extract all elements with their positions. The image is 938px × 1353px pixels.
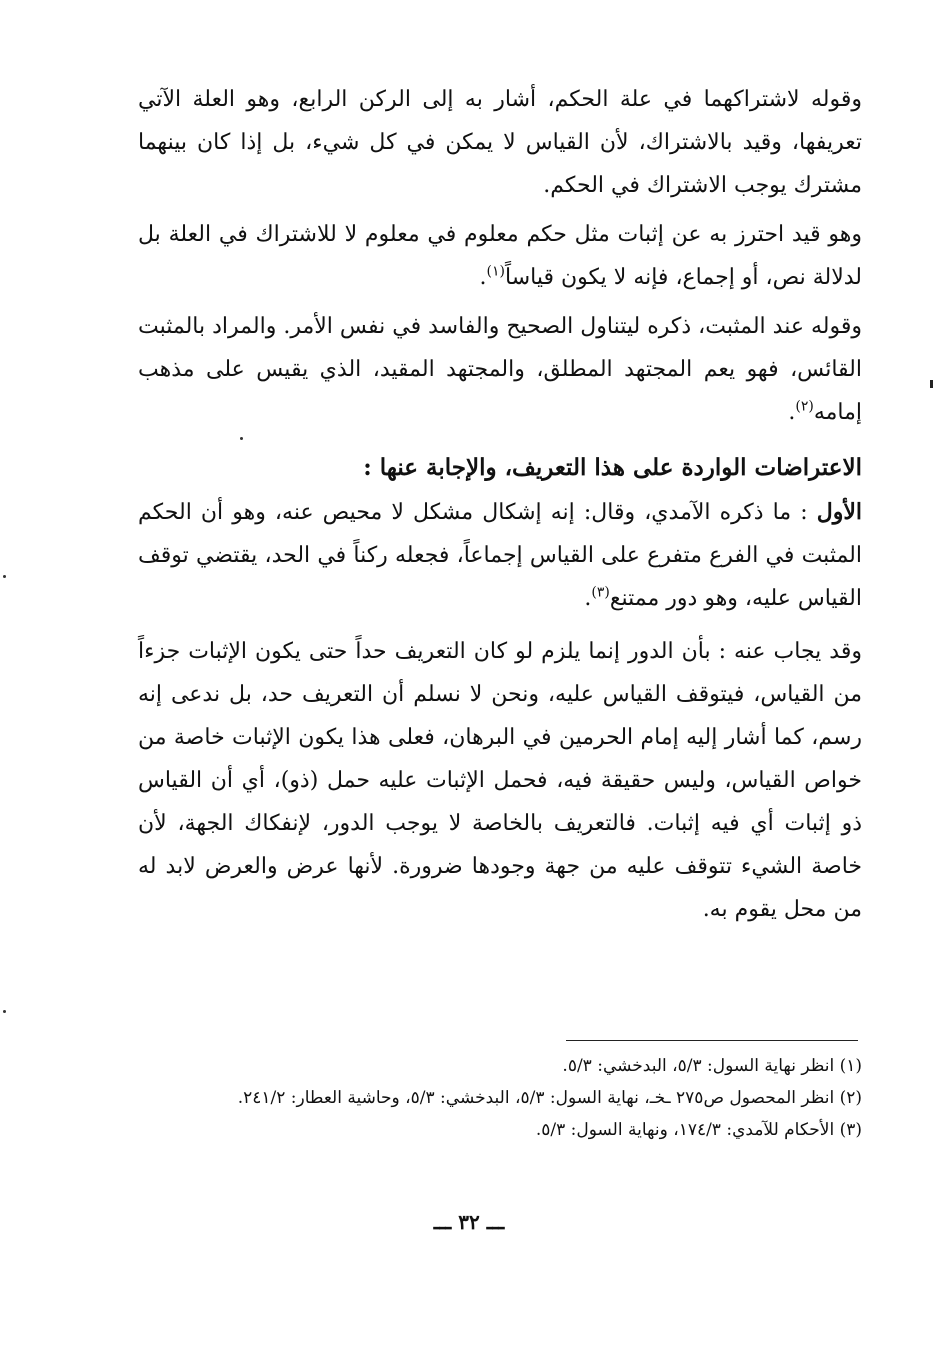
paragraph-1 xyxy=(138,78,862,207)
footnote-divider xyxy=(566,1040,858,1041)
scan-margin-mark xyxy=(930,380,933,388)
footnote-ref-1: (١) xyxy=(486,263,505,280)
footnote-1: (١) انظر نهاية السول: ٥/٣، البدخشي: ٥/٣. xyxy=(562,1056,862,1076)
paragraph-3-text: وقوله عند المثبت، ذكره ليتناول الصحيح والفاسد في نفس الأمر. والمراد بالمثبت القائس، فهو يعم المجتهد المطلق، والمجتهد المقيد، الذي يقيس على مذهب إمامه xyxy=(138,314,862,425)
objection-paragraph: الأول : ما ذكره الآمدي، وقال: إنه إشكال مشكل لا محيص عنه، وهو أن الحكم المثبت في الفرع متفرع على القياس إجماعاً، فجعله ركناً في الحد، يقتضي توقف القياس عليه، وهو دور ممتنع$^{(٣)}$. xyxy=(138,499,862,611)
scan-speck xyxy=(240,437,243,440)
paragraph-2: وهو قيد احترز به عن إثبات مثل حكم معلوم في معلوم لا للاشتراك في العلة بل لدلالة نص، أو إجماع، فإنه لا يكون قياساً$^{(١)}$. xyxy=(138,222,862,290)
objection-text: : ما ذكره الآمدي، وقال: إنه إشكال مشكل لا محيص عنه، وهو أن الحكم المثبت في الفرع متفرع على القياس إجماعاً، فجعله ركناً في الحد، يقتضي توقف القياس عليه، وهو دور ممتنع xyxy=(138,500,862,611)
footnote-ref-2: (٢) xyxy=(795,398,814,415)
footnote-ref-3: (٣) xyxy=(591,584,610,601)
paragraph-1-text: وقوله لاشتراكهما في علة الحكم، أشار به إلى الركن الرابع، وهو العلة الآتي تعريفها، وقيد بالاشتراك، لأن القياس لا يمكن في كل شيء، بل إذا كان بينهما مشترك يوجب الاشتراك في الحكم. xyxy=(138,87,862,198)
section-heading: الاعتراضات الواردة على هذا التعريف، والإجابة عنها : xyxy=(363,454,862,481)
footnote-3: (٣) الأحكام للآمدي: ١٧٤/٣، ونهاية السول: ٥/٣. xyxy=(535,1120,862,1140)
footnotes xyxy=(138,1050,862,1146)
scan-speck xyxy=(3,575,6,578)
main-text xyxy=(138,78,862,931)
answer-paragraph: وقد يجاب عنه : بأن الدور إنما يلزم لو كان التعريف حداً حتى يكون الإثبات جزءاً من القياس، فيتوقف القياس عليه، ونحن لا نسلم أن التعريف حد، بل ندعى إنه رسم، كما أشار إليه إمام الحرمين في البرهان، فعلى هذا يكون الإثبات خاصة من خواص القياس، وليس حقيقة فيه، فحمل الإثبات عليه حمل (ذو)، أي أن القياس ذو إثبات أي فيه إثبات. فالتعريف بالخاصة لا يوجب الدور، لإنفكاك الجهة، لأن خاصة الشيء تتوقف عليه من جهة وجودها ضرورة. لأنها عرض والعرض لابد له من محل يقوم به. xyxy=(138,639,862,922)
scan-speck xyxy=(3,1010,6,1013)
paragraph-3: وقوله عند المثبت، ذكره ليتناول الصحيح والفاسد في نفس الأمر. والمراد بالمثبت القائس، فهو يعم المجتهد المطلق، والمجتهد المقيد، الذي يقيس على مذهب إمامه$^{(٢)}$. xyxy=(138,314,862,425)
objection-lead: الأول xyxy=(816,499,862,525)
page-number: ـــ ٣٢ ـــ xyxy=(433,1210,505,1234)
paragraph-2-text: وهو قيد احترز به عن إثبات مثل حكم معلوم في معلوم لا للاشتراك في العلة بل لدلالة نص، أو إجماع، فإنه لا يكون قياساً xyxy=(138,222,862,290)
footnote-2: (٢) انظر المحصول ص٢٧٥ ـخـ، نهاية السول: ٥/٣، البدخشي: ٥/٣، وحاشية العطار: ٢٤١/٢. xyxy=(237,1088,862,1108)
